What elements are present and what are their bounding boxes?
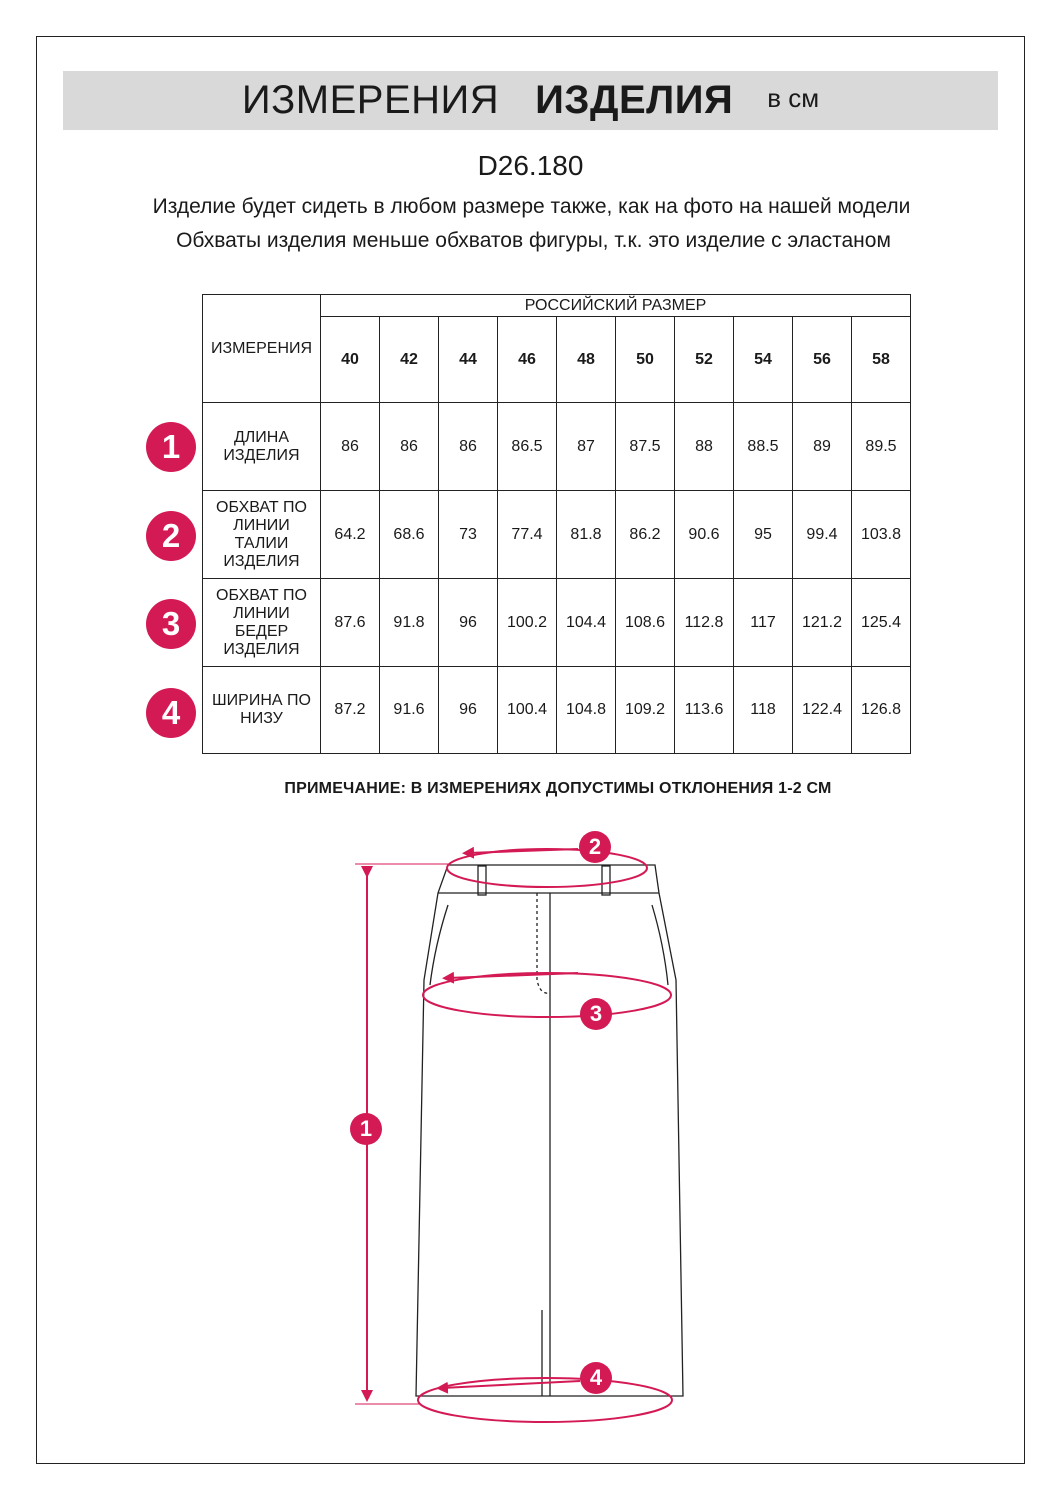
size-cell: 48 (557, 317, 616, 403)
value-cell: 77.4 (498, 491, 557, 579)
value-cell: 104.4 (557, 579, 616, 667)
row-number-badge: 2 (146, 511, 196, 561)
value-cell: 68.6 (380, 491, 439, 579)
title-main: ИЗМЕРЕНИЯ (241, 78, 500, 122)
size-cell: 58 (852, 317, 911, 403)
value-cell: 117 (734, 579, 793, 667)
hem-arrow (442, 1381, 580, 1388)
hem-ellipse (418, 1378, 672, 1422)
value-cell: 108.6 (616, 579, 675, 667)
value-cell: 64.2 (321, 491, 380, 579)
value-cell: 86 (321, 403, 380, 491)
value-cell: 91.6 (380, 667, 439, 754)
hem-badge: 4 (580, 1362, 612, 1394)
value-cell: 87 (557, 403, 616, 491)
value-cell: 96 (439, 667, 498, 754)
row-label-text: ДЛИНА ИЗДЕЛИЯ (223, 428, 300, 464)
value-cell: 121.2 (793, 579, 852, 667)
value-cell: 109.2 (616, 667, 675, 754)
ru-size-header: РОССИЙСКИЙ РАЗМЕР (321, 295, 911, 317)
value-cell: 81.8 (557, 491, 616, 579)
value-cell: 86.2 (616, 491, 675, 579)
row-label-text: ОБХВАТ ПО ЛИНИИ ТАЛИИ ИЗДЕЛИЯ (216, 498, 307, 570)
size-cell: 40 (321, 317, 380, 403)
value-cell: 103.8 (852, 491, 911, 579)
value-cell: 118 (734, 667, 793, 754)
value-cell: 112.8 (675, 579, 734, 667)
value-cell: 95 (734, 491, 793, 579)
row-number-badge: 1 (146, 422, 196, 472)
value-cell: 87.2 (321, 667, 380, 754)
value-cell: 89 (793, 403, 852, 491)
value-cell: 104.8 (557, 667, 616, 754)
tolerance-note: ПРИМЕЧАНИЕ: В ИЗМЕРЕНИЯХ ДОПУСТИМЫ ОТКЛОНЕНИЯ 1-2 СМ (284, 780, 832, 797)
value-cell: 89.5 (852, 403, 911, 491)
row-label-text: ШИРИНА ПО НИЗУ (212, 692, 311, 727)
value-cell: 99.4 (793, 491, 852, 579)
value-cell: 91.8 (380, 579, 439, 667)
size-cell: 44 (439, 317, 498, 403)
size-cell: 46 (498, 317, 557, 403)
value-cell: 73 (439, 491, 498, 579)
fit-note: Изделие будет сидеть в любом размере также, как на фото на нашей модели (152, 195, 911, 218)
hip-badge: 3 (580, 998, 612, 1030)
size-cell: 50 (616, 317, 675, 403)
title-bold: ИЗДЕЛИЯ (535, 78, 734, 122)
row-number-badge: 3 (146, 599, 196, 649)
row-number-badge: 4 (146, 688, 196, 738)
value-cell: 96 (439, 579, 498, 667)
waist-ellipse (447, 849, 647, 887)
value-cell: 100.4 (498, 667, 557, 754)
value-cell: 86 (439, 403, 498, 491)
title-unit: в см (767, 83, 820, 113)
value-cell: 88 (675, 403, 734, 491)
value-cell: 88.5 (734, 403, 793, 491)
value-cell: 100.2 (498, 579, 557, 667)
value-cell: 87.6 (321, 579, 380, 667)
hip-ellipse (423, 973, 671, 1017)
value-cell: 90.6 (675, 491, 734, 579)
value-cell: 126.8 (852, 667, 911, 754)
size-cell: 52 (675, 317, 734, 403)
skirt-outline (416, 865, 683, 1396)
value-cell: 122.4 (793, 667, 852, 754)
value-cell: 87.5 (616, 403, 675, 491)
elastane-note: Обхваты изделия меньше обхватов фигуры, т.к. это изделие с эластаном (176, 229, 891, 252)
size-cell: 56 (793, 317, 852, 403)
size-cell: 42 (380, 317, 439, 403)
value-cell: 125.4 (852, 579, 911, 667)
value-cell: 113.6 (675, 667, 734, 754)
size-cell: 54 (734, 317, 793, 403)
length-badge: 1 (350, 1113, 382, 1145)
measurements-header: ИЗМЕРЕНИЯ (203, 295, 321, 403)
product-code: D26.180 (477, 150, 584, 181)
value-cell: 86 (380, 403, 439, 491)
value-cell: 86.5 (498, 403, 557, 491)
waist-badge: 2 (579, 831, 611, 863)
row-label-text: ОБХВАТ ПО ЛИНИИ БЕДЕР ИЗДЕЛИЯ (216, 586, 307, 658)
